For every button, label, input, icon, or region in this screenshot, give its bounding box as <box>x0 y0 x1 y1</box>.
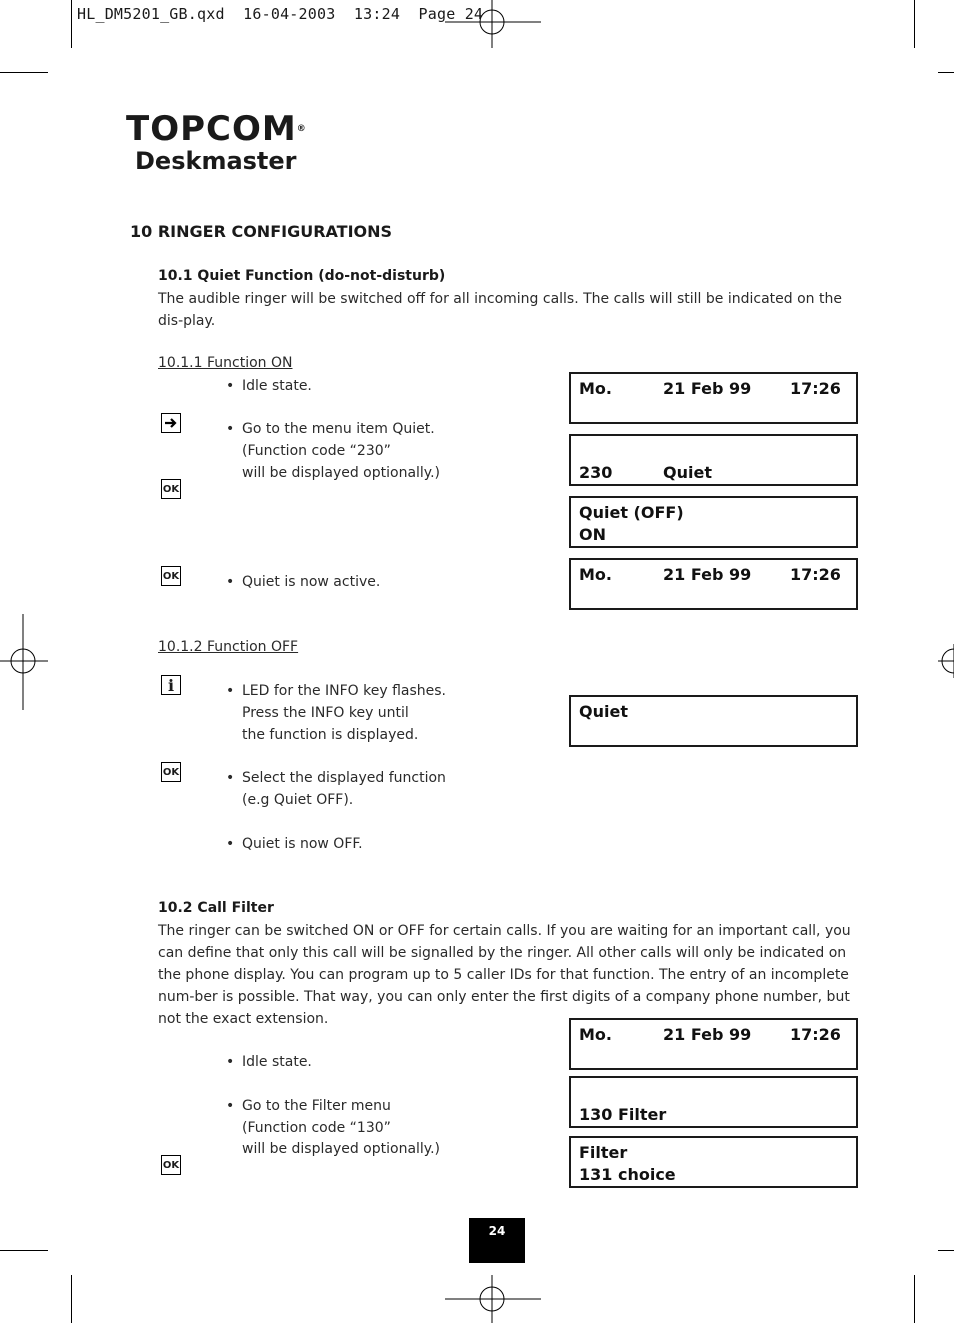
info-key-icon: i <box>161 675 181 695</box>
ok-key-icon: OK <box>161 1155 181 1175</box>
ok-key-icon: OK <box>161 479 181 499</box>
lcd-display-filter-select: Filter 131 choice <box>569 1136 858 1188</box>
registration-mark-right <box>938 614 954 710</box>
lcd-display-quiet-select: Quiet (OFF) ON <box>569 496 858 548</box>
crop-mark <box>938 72 954 73</box>
ok-key-icon: OK <box>161 566 181 586</box>
crop-mark <box>914 0 915 48</box>
lcd-display-idle: Mo. 21 Feb 99 17:26 <box>569 558 858 610</box>
lcd-display-idle: Mo. 21 Feb 99 17:26 <box>569 372 858 424</box>
arrow-key-icon <box>161 413 181 433</box>
crop-mark <box>71 0 72 48</box>
lcd-display-quiet-menu: 230 Quiet <box>569 434 858 486</box>
registration-mark-left <box>0 614 48 710</box>
quiet-function-title: 10.1 Quiet Function (do-not-disturb) <box>158 268 446 284</box>
lcd-display-filter-menu: 130 Filter <box>569 1076 858 1128</box>
call-filter-title: 10.2 Call Filter <box>158 900 274 916</box>
registration-mark-bottom <box>445 1275 541 1323</box>
ok-key-icon: OK <box>161 762 181 782</box>
crop-mark <box>914 1275 915 1323</box>
function-on-heading: 10.1.1 Function ON <box>158 355 293 371</box>
page-number: 24 <box>469 1218 525 1263</box>
product-name: Deskmaster <box>135 147 297 175</box>
lcd-display-quiet-info: Quiet <box>569 695 858 747</box>
crop-mark <box>71 1275 72 1323</box>
lcd-display-idle: Mo. 21 Feb 99 17:26 <box>569 1018 858 1070</box>
crop-mark <box>938 1250 954 1251</box>
call-filter-body: The ringer can be switched ON or OFF for certain calls. If you are waiting for an important call, you can define that only this call will be signalled by the ringer. All other calls will only be indicated on the phone display. You can program up to 5 caller IDs for that function. The entry of an incomplete num-ber is possible. That way, you can only enter the first digits of a company phone number, but not the exact extension. <box>158 923 851 1027</box>
quiet-function-body: The audible ringer will be switched off for all incoming calls. The calls will still be indicated on the dis-play. <box>158 291 842 329</box>
crop-mark <box>0 1250 48 1251</box>
section-title: 10 RINGER CONFIGURATIONS <box>130 222 393 241</box>
topcom-logo: TOPCOM® <box>126 109 307 149</box>
print-slug: HL_DM5201_GB.qxd 16-04-2003 13:24 Page 24 <box>77 5 484 23</box>
crop-mark <box>0 72 48 73</box>
arrow-right-icon <box>164 417 178 429</box>
function-off-heading: 10.1.2 Function OFF <box>158 639 299 655</box>
